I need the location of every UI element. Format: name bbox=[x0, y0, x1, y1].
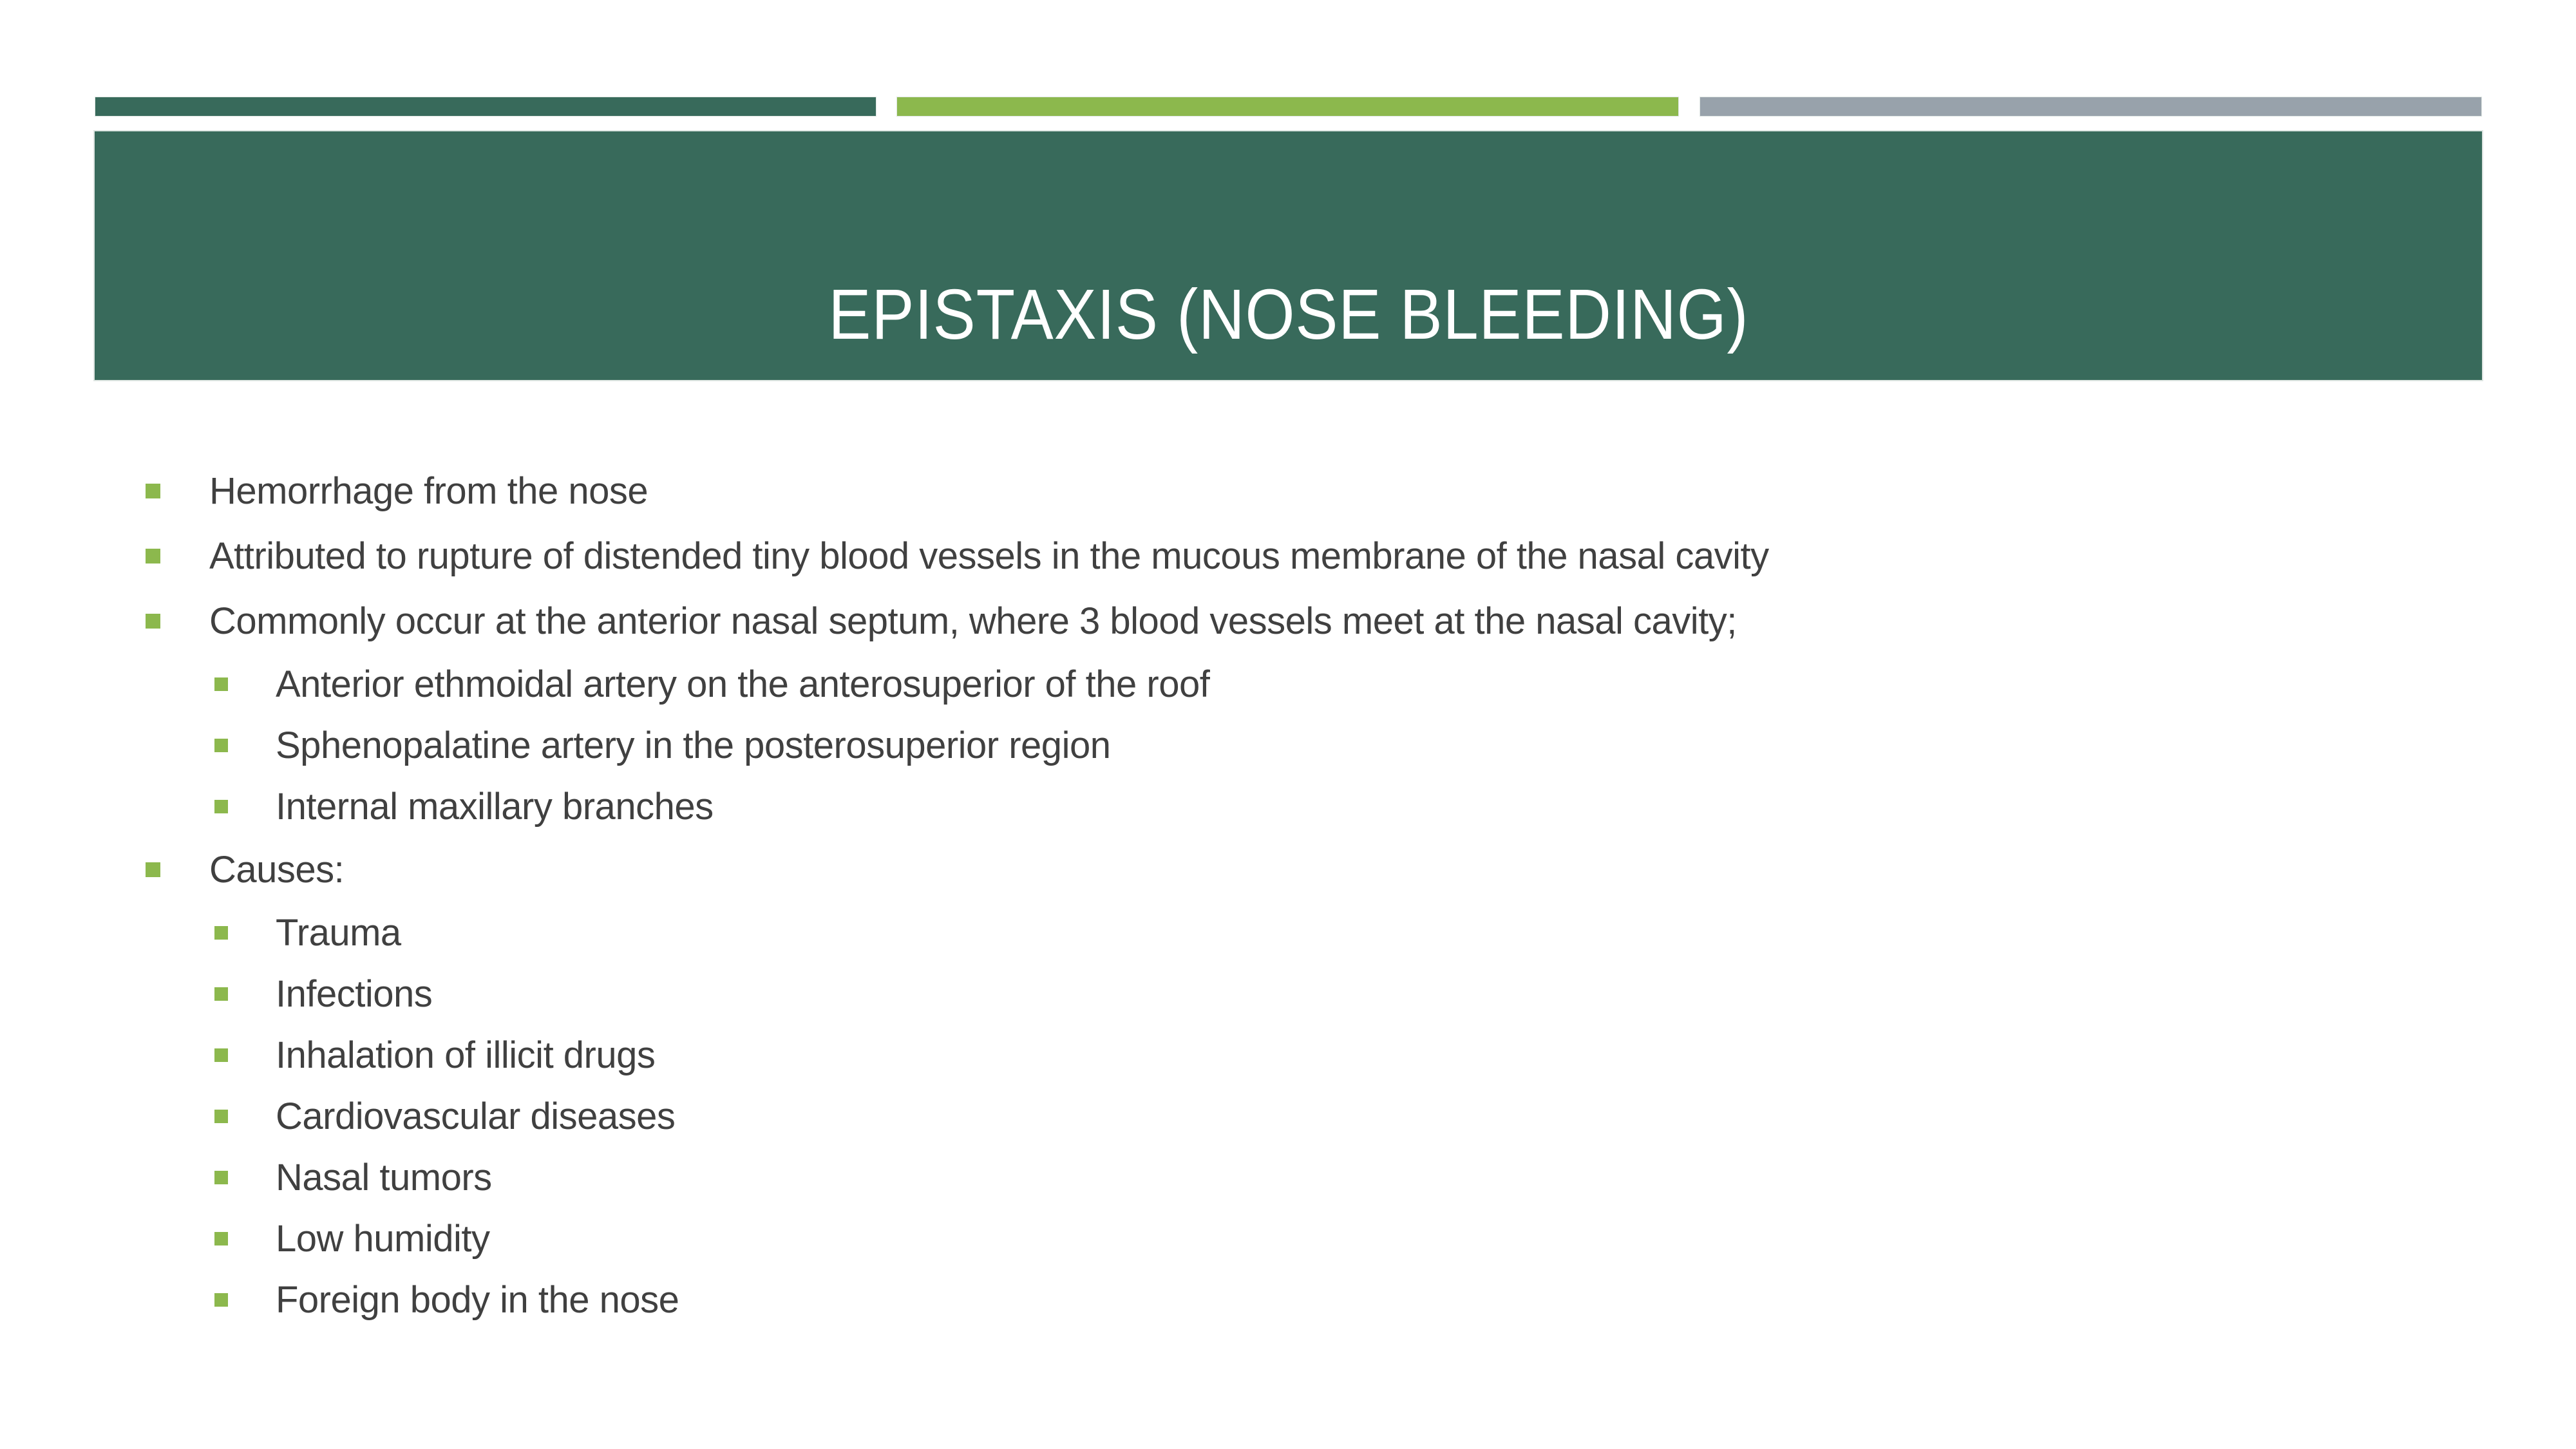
bullet-marker-icon bbox=[214, 1293, 228, 1307]
bullet-item bbox=[0, 589, 2421, 654]
bullet-item bbox=[0, 715, 2421, 776]
bullet-text: Hemorrhage from the nose bbox=[209, 470, 649, 512]
bullet-marker-icon bbox=[214, 1110, 228, 1123]
accent-bar-dark-segment bbox=[95, 97, 876, 117]
bullet-marker-icon bbox=[214, 1171, 228, 1184]
bullet-text: Foreign body in the nose bbox=[276, 1279, 679, 1321]
bullet-text: Cardiovascular diseases bbox=[276, 1095, 676, 1137]
bullet-marker-icon bbox=[146, 484, 160, 498]
bullet-marker-icon bbox=[146, 549, 160, 564]
bullet-item bbox=[0, 902, 2421, 963]
bullet-text: Infections bbox=[276, 973, 433, 1015]
bullet-item bbox=[0, 1208, 2421, 1269]
bullet-text: Low humidity bbox=[276, 1218, 490, 1260]
bullet-text: Internal maxillary branches bbox=[276, 786, 714, 828]
bullet-item bbox=[0, 776, 2421, 837]
bullet-text: Trauma bbox=[276, 912, 401, 954]
bullet-text: Inhalation of illicit drugs bbox=[276, 1034, 656, 1076]
bullet-item bbox=[0, 1025, 2421, 1086]
bullet-item bbox=[0, 524, 2421, 589]
bullet-item bbox=[0, 837, 2421, 902]
bullet-item bbox=[0, 1086, 2421, 1147]
accent-bar-green-segment bbox=[896, 97, 1679, 117]
accent-bar-gray-segment bbox=[1700, 97, 2482, 117]
bullet-item bbox=[0, 1147, 2421, 1208]
bullet-list bbox=[0, 459, 2421, 1331]
bullet-text: Sphenopalatine artery in the posterosuperior region bbox=[276, 724, 1111, 766]
bullet-item bbox=[0, 1269, 2421, 1331]
bullet-marker-icon bbox=[214, 1232, 228, 1245]
title-banner bbox=[93, 130, 2483, 381]
slide-title: EPISTAXIS (NOSE BLEEDING) bbox=[828, 275, 1749, 354]
bullet-text: Anterior ethmoidal artery on the anterosuperior of the roof bbox=[276, 663, 1210, 705]
bullet-item bbox=[0, 459, 2421, 524]
bullet-marker-icon bbox=[146, 862, 160, 877]
bullet-item bbox=[0, 654, 2421, 715]
bullet-text: Causes: bbox=[209, 849, 345, 891]
bullet-marker-icon bbox=[214, 1048, 228, 1062]
bullet-text: Nasal tumors bbox=[276, 1157, 492, 1198]
bullet-marker-icon bbox=[214, 987, 228, 1001]
bullet-marker-icon bbox=[214, 800, 228, 813]
bullet-marker-icon bbox=[214, 677, 228, 691]
bullet-text: Commonly occur at the anterior nasal septum, where 3 blood vessels meet at the nasal cavity; bbox=[209, 600, 1737, 642]
bullet-item bbox=[0, 963, 2421, 1025]
bullet-marker-icon bbox=[214, 739, 228, 752]
bullet-marker-icon bbox=[146, 614, 160, 629]
bullet-text: Attributed to rupture of distended tiny blood vessels in the mucous membrane of the nasal cavity bbox=[209, 535, 1769, 577]
bullet-marker-icon bbox=[214, 926, 228, 940]
